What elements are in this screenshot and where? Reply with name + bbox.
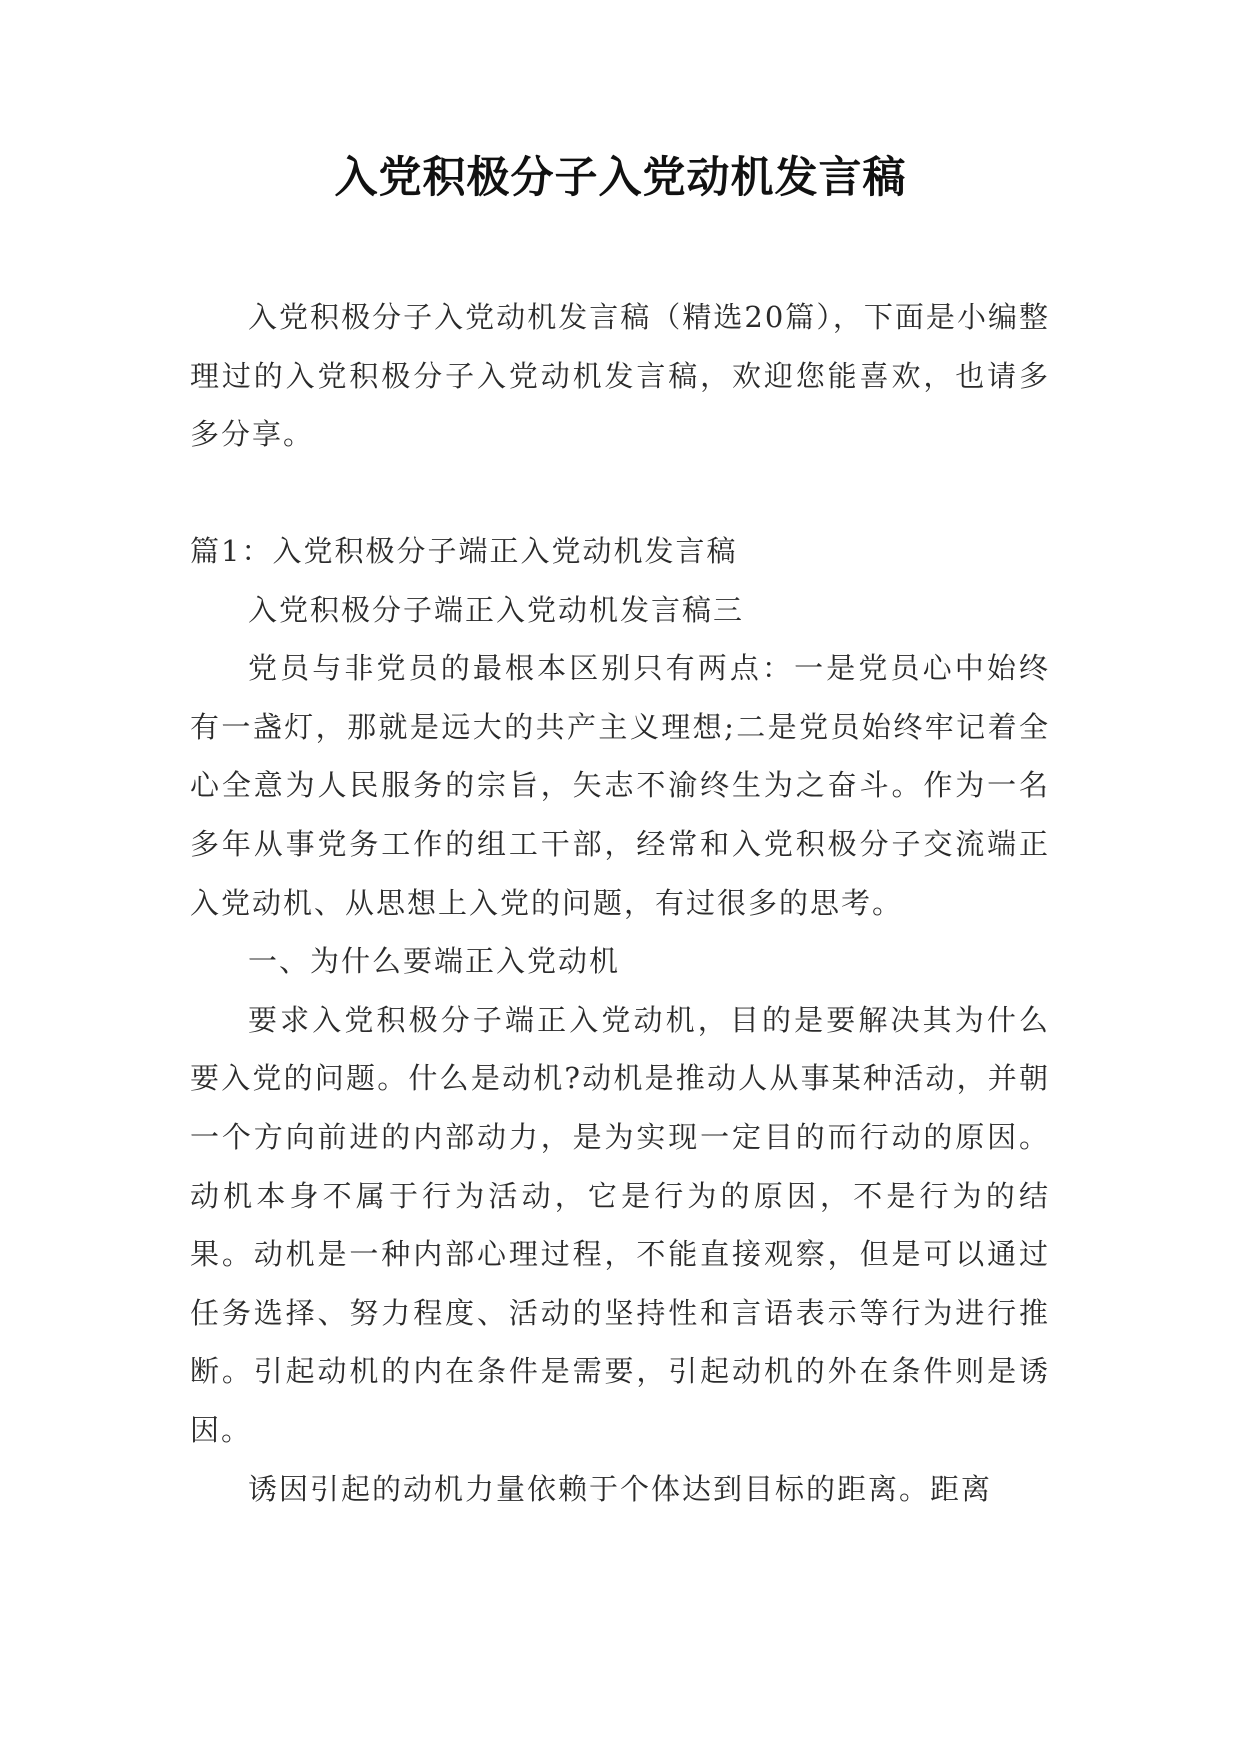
body-paragraph: 党员与非党员的最根本区别只有两点：一是党员心中始终有一盏灯，那就是远大的共产主义理想;二是党员始终牢记着全心全意为人民服务的宗旨，矢志不渝终生为之奋斗。作为一名多年从事党务工作的组工干部，经常和入党积极分子交流端正入党动机、从思想上入党的问题，有过很多的思考。 [190, 651, 1050, 920]
body-paragraph: 要求入党积极分子端正入党动机，目的是要解决其为什么要入党的问题。什么是动机?动机是推动人从事某种活动，并朝一个方向前进的内部动力，是为实现一定目的而行动的原因。动机本身不属于行为活动，它是行为的原因，不是行为的结果。动机是一种内部心理过程，不能直接观察，但是可以通过任务选择、努力程度、活动的坚持性和言语表示等行为进行推断。引起动机的内在条件是需要，引起动机的外在条件则是诱因。 [190, 1002, 1050, 1447]
intro-paragraph: 入党积极分子入党动机发言稿（精选20篇），下面是小编整理过的入党积极分子入党动机发言稿，欢迎您能喜欢，也请多多分享。 [190, 300, 1050, 452]
intro-section [190, 288, 1050, 464]
document-title: 入党积极分子入党动机发言稿 [334, 153, 907, 203]
chapter-heading: 篇1：入党积极分子端正入党动机发言稿 [190, 534, 738, 568]
article-subtitle: 入党积极分子端正入党动机发言稿三 [248, 592, 745, 627]
body-paragraph: 诱因引起的动机力量依赖于个体达到目标的距离。距离 [248, 1471, 993, 1506]
section-heading: 一、为什么要端正入党动机 [248, 944, 621, 979]
article-body [190, 522, 1050, 1518]
